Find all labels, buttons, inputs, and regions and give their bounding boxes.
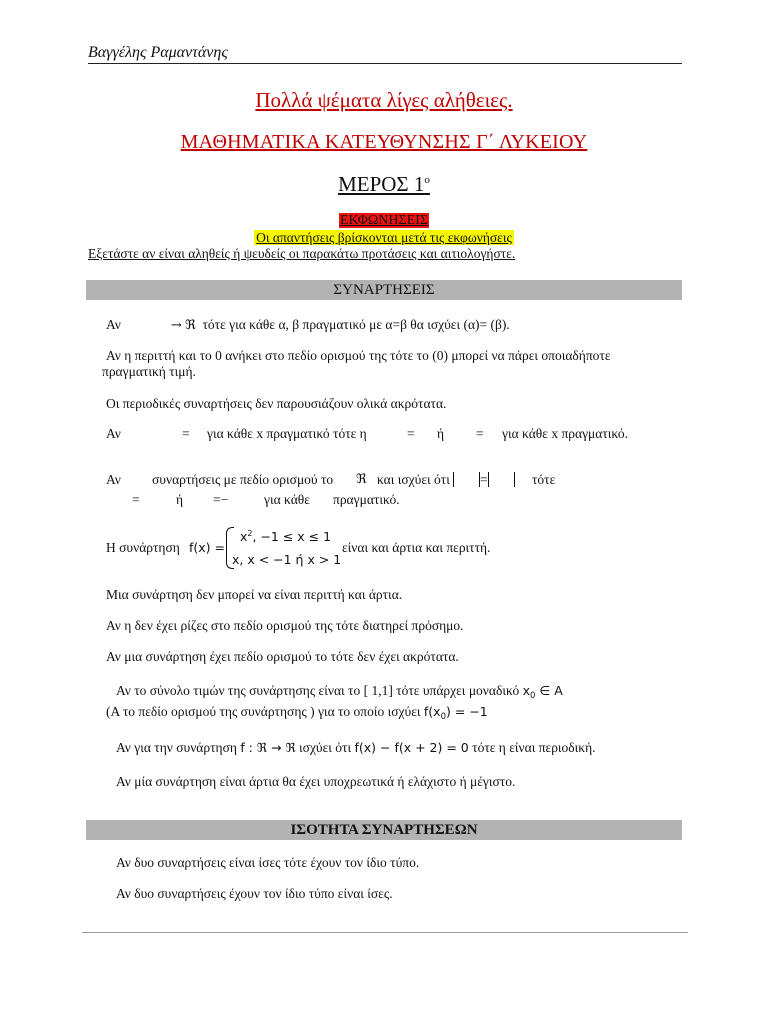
statement-4-b: για κάθε x πραγματικό τότε η (207, 426, 367, 441)
statement-5-a: Αν (106, 472, 121, 487)
equality-statement-1: Αν δυο συναρτήσεις είναι ίσες τότε έχουν τον ίδιο τύπο. (116, 855, 420, 870)
statement-5-b: συναρτήσεις με πεδίο ορισμού το (152, 472, 334, 487)
statement-10-line-2: (Α το πεδίο ορισμού της συνάρτησης ) για το οποίο ισχύει $f(x_0) = -1$ (106, 704, 488, 722)
statement-5-e: για κάθε (264, 492, 310, 507)
statement-5-d: τότε (532, 472, 556, 487)
piecewise-case-1: $x^2$, −1 ≤ x ≤ 1 (240, 529, 332, 545)
statement-4-eq-2: = (407, 426, 415, 441)
statement-10-line-1: Αν το σύνολο τιμών της συνάρτησης είναι το [ 1,1] τότε υπάρχει μοναδικό $x_0$ ∈ A (116, 683, 563, 701)
statement-6-lhs: f(x) = (189, 540, 225, 555)
statement-4-eq-3: = (476, 426, 484, 441)
statement-3: Οι περιοδικές συναρτήσεις δεν παρουσιάζουν ολικά ακρότατα. (106, 396, 447, 411)
subject-title: ΜΑΘΗΜΑΤΙΚΑ ΚΑΤΕΥΘΥΝΣΗΣ Γ΄ ΛΥΚΕΙΟΥ (180, 131, 588, 153)
piecewise-case-2: x, x < −1 ή x > 1 (232, 552, 342, 567)
statement-8: Αν η δεν έχει ρίζες στο πεδίο ορισμού της τότε διατηρεί πρόσημο. (106, 618, 464, 633)
statement-5-f: πραγματικό. (333, 492, 400, 507)
statement-2-line-2: πραγματική τιμή. (102, 364, 196, 379)
statement-5-eq-1: = (132, 492, 140, 507)
section-functions-header: ΣΥΝΑΡΤΗΣΕΙΣ (86, 280, 682, 300)
statement-7: Μια συνάρτηση δεν μπορεί να είναι περιττή και άρτια. (106, 587, 403, 602)
statement-2-line-1: Αν η περιττή και το 0 ανήκει στο πεδίο ορισμού της τότε το (0) μπορεί να πάρει οποιαδήποτε (106, 348, 611, 363)
statement-4-or: ή (437, 426, 445, 441)
answers-note-row (0, 229, 768, 247)
equality-statement-2: Αν δυο συναρτήσεις έχουν τον ίδιο τύπο είναι ίσες. (116, 886, 393, 901)
statement-5-reals: ℜ (356, 472, 367, 487)
statement-9: Αν μια συνάρτηση έχει πεδίο ορισμού το τότε δεν έχει ακρότατα. (106, 649, 459, 664)
abs-bar (514, 472, 515, 487)
statements-label: ΕΚΦΩΝΗΣΕΙΣ (339, 213, 429, 228)
section-equality-header: ΙΣΟΤΗΤΑ ΣΥΝΑΡΤΗΣΕΩΝ (86, 820, 682, 840)
statement-4-c: για κάθε x πραγματικό. (502, 426, 629, 441)
instruction-text: Εξετάστε αν είναι αληθείς ή ψευδείς οι παρακάτω προτάσεις και αιτιολογήστε. (88, 246, 516, 261)
subject-title-row (0, 131, 768, 154)
statement-1: Αν → ℜ τότε για κάθε α, β πραγματικό με α=β θα ισχύει (α)= (β). (106, 317, 510, 333)
footer-divider (82, 932, 688, 933)
main-title-row (0, 88, 768, 113)
author-header: Βαγγέλης Ραμαντάνης (88, 44, 682, 64)
part-title (0, 172, 768, 197)
statement-5-or: ή (176, 492, 184, 507)
statement-4-a: Αν (106, 426, 121, 441)
part-label: ΜΕΡΟΣ $1^o$ (338, 172, 430, 196)
abs-bar (453, 472, 454, 487)
statement-5-c: και ισχύει ότι (377, 472, 450, 487)
statement-6-prefix: Η συνάρτηση (106, 540, 180, 555)
answers-note: Οι απαντήσεις βρίσκονται μετά τις εκφωνήσεις (256, 230, 512, 245)
statements-label-row (0, 211, 768, 229)
statement-6-suffix: είναι και άρτια και περιττή. (342, 540, 491, 555)
statement-5-eq-minus: =− (213, 492, 229, 507)
statement-5-abs-expr: = (453, 472, 515, 488)
main-title: Πολλά ψέματα λίγες αλήθειες. (255, 88, 513, 112)
statement-12: Αν μία συνάρτηση είναι άρτια θα έχει υποχρεωτικά ή ελάχιστο ή μέγιστο. (116, 774, 516, 789)
statement-4-eq-1: = (182, 426, 190, 441)
abs-bar (488, 472, 489, 487)
statement-11: Αν για την συνάρτηση f : ℜ → ℜ ισχύει ότι f(x) − f(x + 2) = 0 τότε η είναι περιοδική. (116, 740, 596, 755)
